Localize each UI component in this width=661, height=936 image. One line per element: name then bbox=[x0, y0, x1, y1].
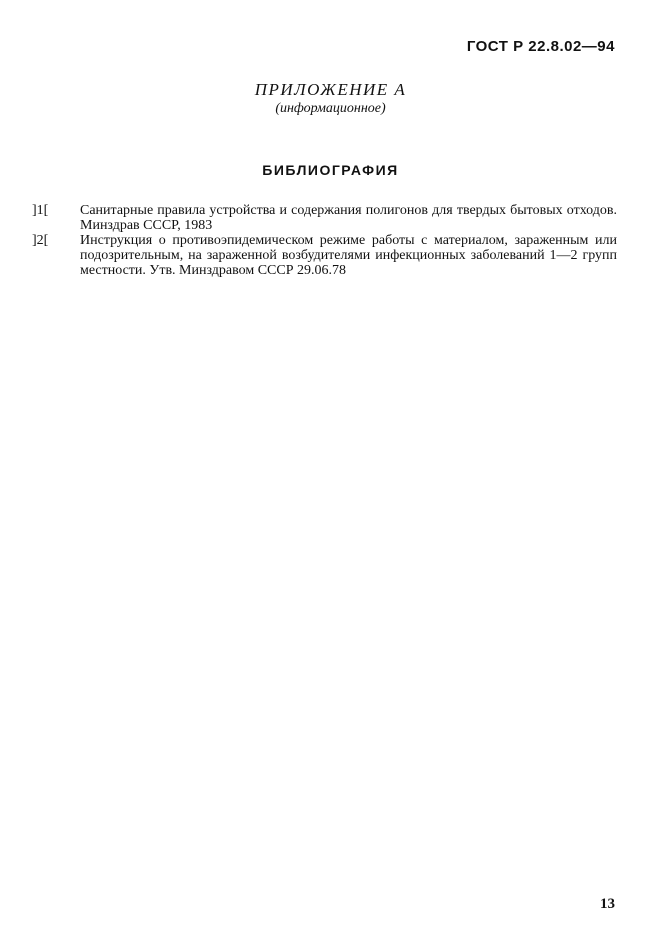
bibliography-marker: ]1[ bbox=[32, 203, 49, 218]
bibliography-entry-1 bbox=[32, 203, 617, 233]
appendix-subtitle: (информационное) bbox=[275, 101, 386, 116]
document-code-header: ГОСТ Р 22.8.02—94 bbox=[466, 38, 615, 55]
bibliography-text: Инструкция о противоэпидемическом режиме работы с материалом, зараженным или подозрительным, на зараженной возбудителями инфекционных заболеваний 1—2 групп местности. Утв. Минздравом СССР 29.06.78 bbox=[80, 233, 617, 278]
appendix-title: ПРИЛОЖЕНИЕ А bbox=[254, 80, 407, 99]
bibliography-heading: БИБЛИОГРАФИЯ bbox=[262, 162, 399, 178]
page-number: 13 bbox=[600, 896, 615, 912]
bibliography-entry-2 bbox=[32, 233, 617, 278]
bibliography-text: Санитарные правила устройства и содержания полигонов для твердых бытовых отходов. Минздрав СССР, 1983 bbox=[80, 203, 617, 233]
bibliography-marker: ]2[ bbox=[32, 233, 49, 248]
bibliography-list bbox=[32, 203, 617, 278]
